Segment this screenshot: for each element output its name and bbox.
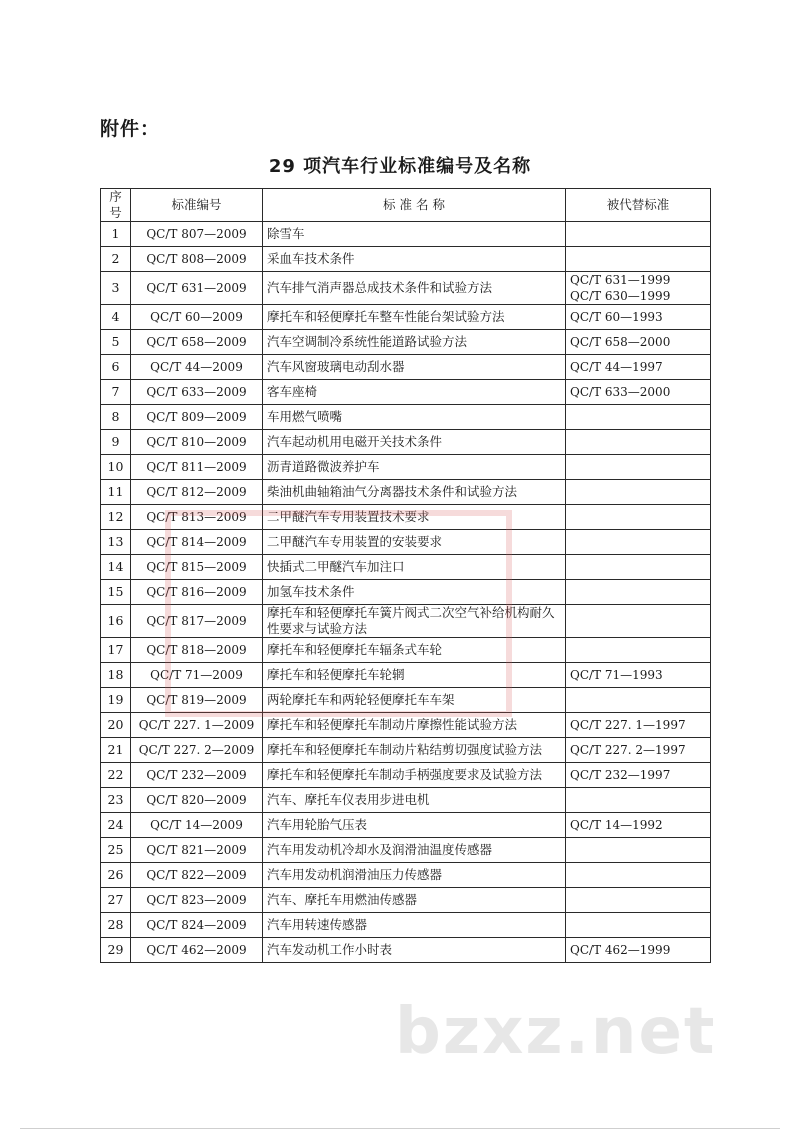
standard-name: 汽车用发动机冷却水及润滑油温度传感器 — [263, 838, 566, 863]
standard-code: QC/T 809—2009 — [131, 405, 263, 430]
replaced-standard-code: QC/T 232—1997 — [570, 768, 671, 782]
replaced-standards — [566, 530, 711, 555]
table-row — [101, 763, 711, 788]
table-row — [101, 530, 711, 555]
standard-name: 汽车、摩托车用燃油传感器 — [263, 888, 566, 913]
replaced-standards — [566, 888, 711, 913]
table-row — [101, 813, 711, 838]
table-row — [101, 555, 711, 580]
replaced-standards — [566, 380, 711, 405]
standard-code: QC/T 818—2009 — [131, 638, 263, 663]
row-number: 10 — [101, 455, 131, 480]
row-number: 8 — [101, 405, 131, 430]
standard-name: 汽车排气消声器总成技术条件和试验方法 — [263, 272, 566, 305]
standard-name: 快插式二甲醚汽车加注口 — [263, 555, 566, 580]
standard-name: 摩托车和轻便摩托车轮辋 — [263, 663, 566, 688]
table-row — [101, 330, 711, 355]
table-row — [101, 455, 711, 480]
standard-code: QC/T 633—2009 — [131, 380, 263, 405]
row-number: 2 — [101, 247, 131, 272]
replaced-standards — [566, 863, 711, 888]
header-code: 标准编号 — [131, 189, 263, 222]
replaced-standards — [566, 763, 711, 788]
table-row — [101, 222, 711, 247]
table-row — [101, 605, 711, 638]
replaced-standards — [566, 505, 711, 530]
row-number: 3 — [101, 272, 131, 305]
table-row — [101, 638, 711, 663]
replaced-standard-code: QC/T 14—1992 — [570, 818, 663, 832]
standard-code: QC/T 71—2009 — [131, 663, 263, 688]
standard-name: 加氢车技术条件 — [263, 580, 566, 605]
replaced-standard-code: QC/T 462—1999 — [570, 943, 671, 957]
row-number: 15 — [101, 580, 131, 605]
attachment-label: 附件： — [100, 118, 161, 140]
standard-name: 汽车空调制冷系统性能道路试验方法 — [263, 330, 566, 355]
standard-code: QC/T 808—2009 — [131, 247, 263, 272]
standard-name: 柴油机曲轴箱油气分离器技术条件和试验方法 — [263, 480, 566, 505]
row-number: 14 — [101, 555, 131, 580]
row-number: 27 — [101, 888, 131, 913]
replaced-standard-code: QC/T 44—1997 — [570, 360, 663, 374]
table-row — [101, 838, 711, 863]
replaced-standards — [566, 330, 711, 355]
standard-code: QC/T 631—2009 — [131, 272, 263, 305]
standard-name: 二甲醚汽车专用装置的安装要求 — [263, 530, 566, 555]
standard-code: QC/T 814—2009 — [131, 530, 263, 555]
standard-code: QC/T 819—2009 — [131, 688, 263, 713]
table-header-row — [101, 189, 711, 222]
watermark: bzxz.net — [395, 995, 717, 1069]
table-row — [101, 938, 711, 963]
standard-code: QC/T 820—2009 — [131, 788, 263, 813]
standard-name: 汽车起动机用电磁开关技术条件 — [263, 430, 566, 455]
row-number: 13 — [101, 530, 131, 555]
standard-name: 采血车技术条件 — [263, 247, 566, 272]
standard-code: QC/T 815—2009 — [131, 555, 263, 580]
row-number: 12 — [101, 505, 131, 530]
row-number: 11 — [101, 480, 131, 505]
header-name: 标 准 名 称 — [263, 189, 566, 222]
standard-code: QC/T 44—2009 — [131, 355, 263, 380]
row-number: 4 — [101, 305, 131, 330]
replaced-standard-code: QC/T 658—2000 — [570, 335, 671, 349]
replaced-standard-code: QC/T 227. 2—1997 — [570, 743, 686, 757]
table-row — [101, 405, 711, 430]
standard-code: QC/T 822—2009 — [131, 863, 263, 888]
replaced-standards — [566, 638, 711, 663]
row-number: 29 — [101, 938, 131, 963]
standard-code: QC/T 816—2009 — [131, 580, 263, 605]
row-number: 9 — [101, 430, 131, 455]
standard-name: 汽车、摩托车仪表用步进电机 — [263, 788, 566, 813]
replaced-standards — [566, 580, 711, 605]
replaced-standards — [566, 272, 711, 305]
table-row — [101, 430, 711, 455]
table-row — [101, 305, 711, 330]
standard-name: 摩托车和轻便摩托车辐条式车轮 — [263, 638, 566, 663]
replaced-standard-code: QC/T 633—2000 — [570, 385, 671, 399]
standard-code: QC/T 807—2009 — [131, 222, 263, 247]
row-number: 18 — [101, 663, 131, 688]
row-number: 19 — [101, 688, 131, 713]
table-row — [101, 355, 711, 380]
standard-name: 摩托车和轻便摩托车制动片摩擦性能试验方法 — [263, 713, 566, 738]
table-row — [101, 888, 711, 913]
standard-code: QC/T 817—2009 — [131, 605, 263, 638]
standard-code: QC/T 227. 1—2009 — [131, 713, 263, 738]
row-number: 24 — [101, 813, 131, 838]
standard-code: QC/T 821—2009 — [131, 838, 263, 863]
standard-name: 汽车发动机工作小时表 — [263, 938, 566, 963]
standard-name: 汽车用转速传感器 — [263, 913, 566, 938]
table-row — [101, 713, 711, 738]
page-title: 29 项汽车行业标准编号及名称 — [268, 156, 532, 177]
page-bottom-rule — [20, 1128, 780, 1129]
replaced-standards — [566, 480, 711, 505]
row-number: 1 — [101, 222, 131, 247]
replaced-standard-code: QC/T 631—1999 — [570, 273, 671, 287]
replaced-standards — [566, 713, 711, 738]
standard-name: 客车座椅 — [263, 380, 566, 405]
standard-code: QC/T 813—2009 — [131, 505, 263, 530]
replaced-standards — [566, 305, 711, 330]
table-row — [101, 380, 711, 405]
row-number: 6 — [101, 355, 131, 380]
table-row — [101, 688, 711, 713]
replaced-standards — [566, 938, 711, 963]
standard-name: 车用燃气喷嘴 — [263, 405, 566, 430]
standard-name: 二甲醚汽车专用装置技术要求 — [263, 505, 566, 530]
standard-name: 两轮摩托车和两轮轻便摩托车车架 — [263, 688, 566, 713]
row-number: 28 — [101, 913, 131, 938]
row-number: 22 — [101, 763, 131, 788]
standard-code: QC/T 14—2009 — [131, 813, 263, 838]
table-row — [101, 663, 711, 688]
table-body — [101, 222, 711, 963]
table-row — [101, 505, 711, 530]
row-number: 5 — [101, 330, 131, 355]
standard-code: QC/T 810—2009 — [131, 430, 263, 455]
header-no: 序号 — [101, 189, 131, 222]
standard-name: 摩托车和轻便摩托车制动手柄强度要求及试验方法 — [263, 763, 566, 788]
replaced-standards — [566, 405, 711, 430]
row-number: 16 — [101, 605, 131, 638]
replaced-standards — [566, 813, 711, 838]
replaced-standards — [566, 738, 711, 763]
standard-name: 摩托车和轻便摩托车簧片阀式二次空气补给机构耐久性要求与试验方法 — [263, 605, 566, 638]
replaced-standards — [566, 355, 711, 380]
replaced-standards — [566, 247, 711, 272]
standard-name: 汽车用轮胎气压表 — [263, 813, 566, 838]
table-row — [101, 247, 711, 272]
table-row — [101, 480, 711, 505]
standard-code: QC/T 812—2009 — [131, 480, 263, 505]
replaced-standard-code: QC/T 71—1993 — [570, 668, 663, 682]
replaced-standards — [566, 788, 711, 813]
standard-code: QC/T 232—2009 — [131, 763, 263, 788]
standard-code: QC/T 824—2009 — [131, 913, 263, 938]
standard-name: 除雪车 — [263, 222, 566, 247]
standard-name: 汽车用发动机润滑油压力传感器 — [263, 863, 566, 888]
standard-name: 摩托车和轻便摩托车整车性能台架试验方法 — [263, 305, 566, 330]
replaced-standards — [566, 838, 711, 863]
replaced-standard-code: QC/T 60—1993 — [570, 310, 663, 324]
standard-code: QC/T 823—2009 — [131, 888, 263, 913]
replaced-standard-code: QC/T 227. 1—1997 — [570, 718, 686, 732]
table-row — [101, 863, 711, 888]
table-row — [101, 738, 711, 763]
row-number: 26 — [101, 863, 131, 888]
row-number: 17 — [101, 638, 131, 663]
standard-code: QC/T 60—2009 — [131, 305, 263, 330]
replaced-standard-code: QC/T 630—1999 — [570, 289, 671, 303]
replaced-standards — [566, 455, 711, 480]
table-row — [101, 788, 711, 813]
row-number: 25 — [101, 838, 131, 863]
replaced-standards — [566, 688, 711, 713]
standard-name: 沥青道路微波养护车 — [263, 455, 566, 480]
standard-name: 摩托车和轻便摩托车制动片粘结剪切强度试验方法 — [263, 738, 566, 763]
replaced-standards — [566, 663, 711, 688]
standard-code: QC/T 811—2009 — [131, 455, 263, 480]
standards-table — [100, 188, 711, 963]
row-number: 20 — [101, 713, 131, 738]
standard-code: QC/T 658—2009 — [131, 330, 263, 355]
replaced-standards — [566, 605, 711, 638]
header-replaced: 被代替标准 — [566, 189, 711, 222]
standard-name: 汽车风窗玻璃电动刮水器 — [263, 355, 566, 380]
replaced-standards — [566, 222, 711, 247]
standard-code: QC/T 462—2009 — [131, 938, 263, 963]
table-row — [101, 272, 711, 305]
table-row — [101, 580, 711, 605]
table-row — [101, 913, 711, 938]
replaced-standards — [566, 913, 711, 938]
row-number: 23 — [101, 788, 131, 813]
standard-code: QC/T 227. 2—2009 — [131, 738, 263, 763]
row-number: 7 — [101, 380, 131, 405]
row-number: 21 — [101, 738, 131, 763]
replaced-standards — [566, 555, 711, 580]
replaced-standards — [566, 430, 711, 455]
